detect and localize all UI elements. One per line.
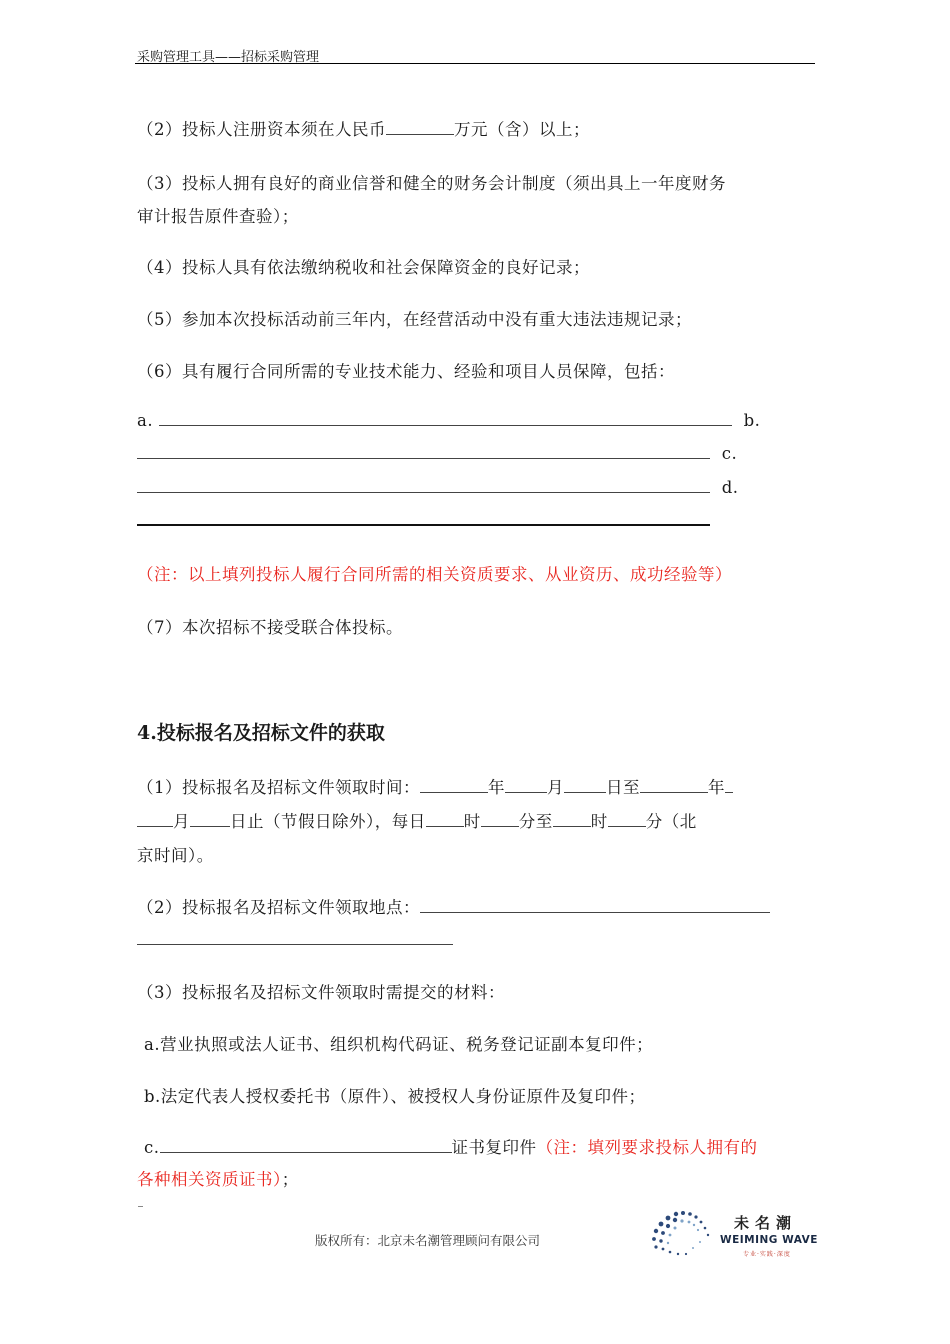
month2-label: 月 — [173, 812, 190, 831]
day2-blank — [190, 811, 230, 827]
copyright-text: 版权所有：北京未名潮管理顾问有限公司 — [315, 1233, 541, 1248]
item-3-line1: （3）投标人拥有良好的商业信誉和健全的财务会计制度（须出具上一年度财务 — [137, 174, 726, 193]
day-end-label: 日止（节假日除外），每日 — [230, 812, 426, 831]
month-label: 月 — [547, 778, 564, 797]
item-3-line2: 审计报告原件查验）； — [137, 207, 299, 226]
note-qualification: （注：以上填列投标人履行合同所需的相关资质要求、从业资历、成功经验等） — [137, 565, 732, 584]
certificate-blank — [160, 1137, 452, 1153]
material-c-line2 — [137, 1166, 299, 1190]
hour-blank — [426, 811, 464, 827]
header-title: 采购管理工具——招标采购管理 — [137, 50, 320, 65]
materials-label: （3）投标报名及招标文件领取时需提交的材料： — [137, 983, 505, 1002]
item-4: （4）投标人具有依法缴纳税收和社会保障资金的良好记录； — [137, 258, 590, 277]
year2-label: 年 — [708, 778, 725, 797]
hour-label: 时 — [463, 812, 481, 831]
minute-end-label: 分（北 — [645, 812, 697, 831]
time-line2 — [137, 808, 697, 832]
capital-blank — [386, 119, 454, 135]
material-c-note: （注：填列要求投标人拥有的 — [536, 1138, 758, 1157]
time-line3: 京时间）。 — [137, 846, 214, 865]
hour2-label: 时 — [590, 812, 608, 831]
item-2-pre: （2）投标人注册资本须在人民币 — [137, 120, 386, 139]
material-b: b.法定代表人授权委托书（原件）、被授权人身份证原件及复印件； — [144, 1087, 646, 1106]
material-c-note-2: 各种相关资质证书） — [137, 1170, 282, 1189]
label-a: a. — [137, 411, 154, 430]
minute-to-label: 分至 — [518, 812, 553, 831]
place-blank-2 — [137, 944, 453, 945]
label-b: b. — [743, 411, 761, 430]
year2-trail-blank — [725, 777, 733, 793]
section-4-heading: 4.投标报名及招标文件的获取 — [137, 722, 385, 744]
logo-english-name: WEIMING WAVE — [720, 1234, 818, 1246]
item-2-post: 万元（含）以上； — [454, 120, 590, 139]
footer-mark — [138, 1206, 143, 1207]
minute2-blank — [608, 811, 646, 827]
minute-blank — [481, 811, 519, 827]
fill-line-a — [137, 410, 760, 430]
material-c — [144, 1134, 758, 1158]
material-c-post: 证书复印件 — [451, 1138, 537, 1157]
time-label: （1）投标报名及招标文件领取时间： — [137, 778, 420, 797]
hour2-blank — [553, 811, 591, 827]
wave-logo-icon — [648, 1208, 718, 1258]
item-7: （7）本次招标不接受联合体投标。 — [137, 618, 403, 637]
label-c: c. — [721, 444, 738, 463]
header-divider — [135, 63, 815, 64]
item-2 — [137, 116, 590, 140]
company-logo — [648, 1208, 818, 1258]
month2-blank — [137, 811, 173, 827]
blank-a — [159, 410, 732, 426]
day-to-label: 日至 — [606, 778, 640, 797]
label-d: d. — [721, 478, 739, 497]
logo-tagline: 专业·实践·深度 — [743, 1251, 791, 1258]
year-label: 年 — [488, 778, 505, 797]
place-line — [137, 894, 770, 918]
year-blank — [420, 777, 488, 793]
fill-line-c — [137, 477, 739, 497]
material-c-label: c. — [144, 1138, 160, 1157]
year2-blank — [640, 777, 708, 793]
blank-b — [137, 443, 710, 459]
logo-chinese-name: 未名潮 — [734, 1214, 798, 1232]
item-5: （5）参加本次投标活动前三年内，在经营活动中没有重大违法违规记录； — [137, 310, 692, 329]
material-a: a.营业执照或法人证书、组织机构代码证、税务登记证副本复印件； — [144, 1035, 654, 1054]
blank-d — [137, 524, 710, 526]
month-blank — [505, 777, 547, 793]
blank-c — [137, 477, 710, 493]
item-6: （6）具有履行合同所需的专业技术能力、经验和项目人员保障，包括： — [137, 362, 675, 381]
place-blank — [420, 897, 770, 913]
time-line1 — [137, 774, 733, 798]
place-label: （2）投标报名及招标文件领取地点： — [137, 898, 420, 917]
fill-line-b — [137, 443, 737, 463]
material-c-tail: ； — [281, 1170, 299, 1189]
day-blank — [564, 777, 606, 793]
